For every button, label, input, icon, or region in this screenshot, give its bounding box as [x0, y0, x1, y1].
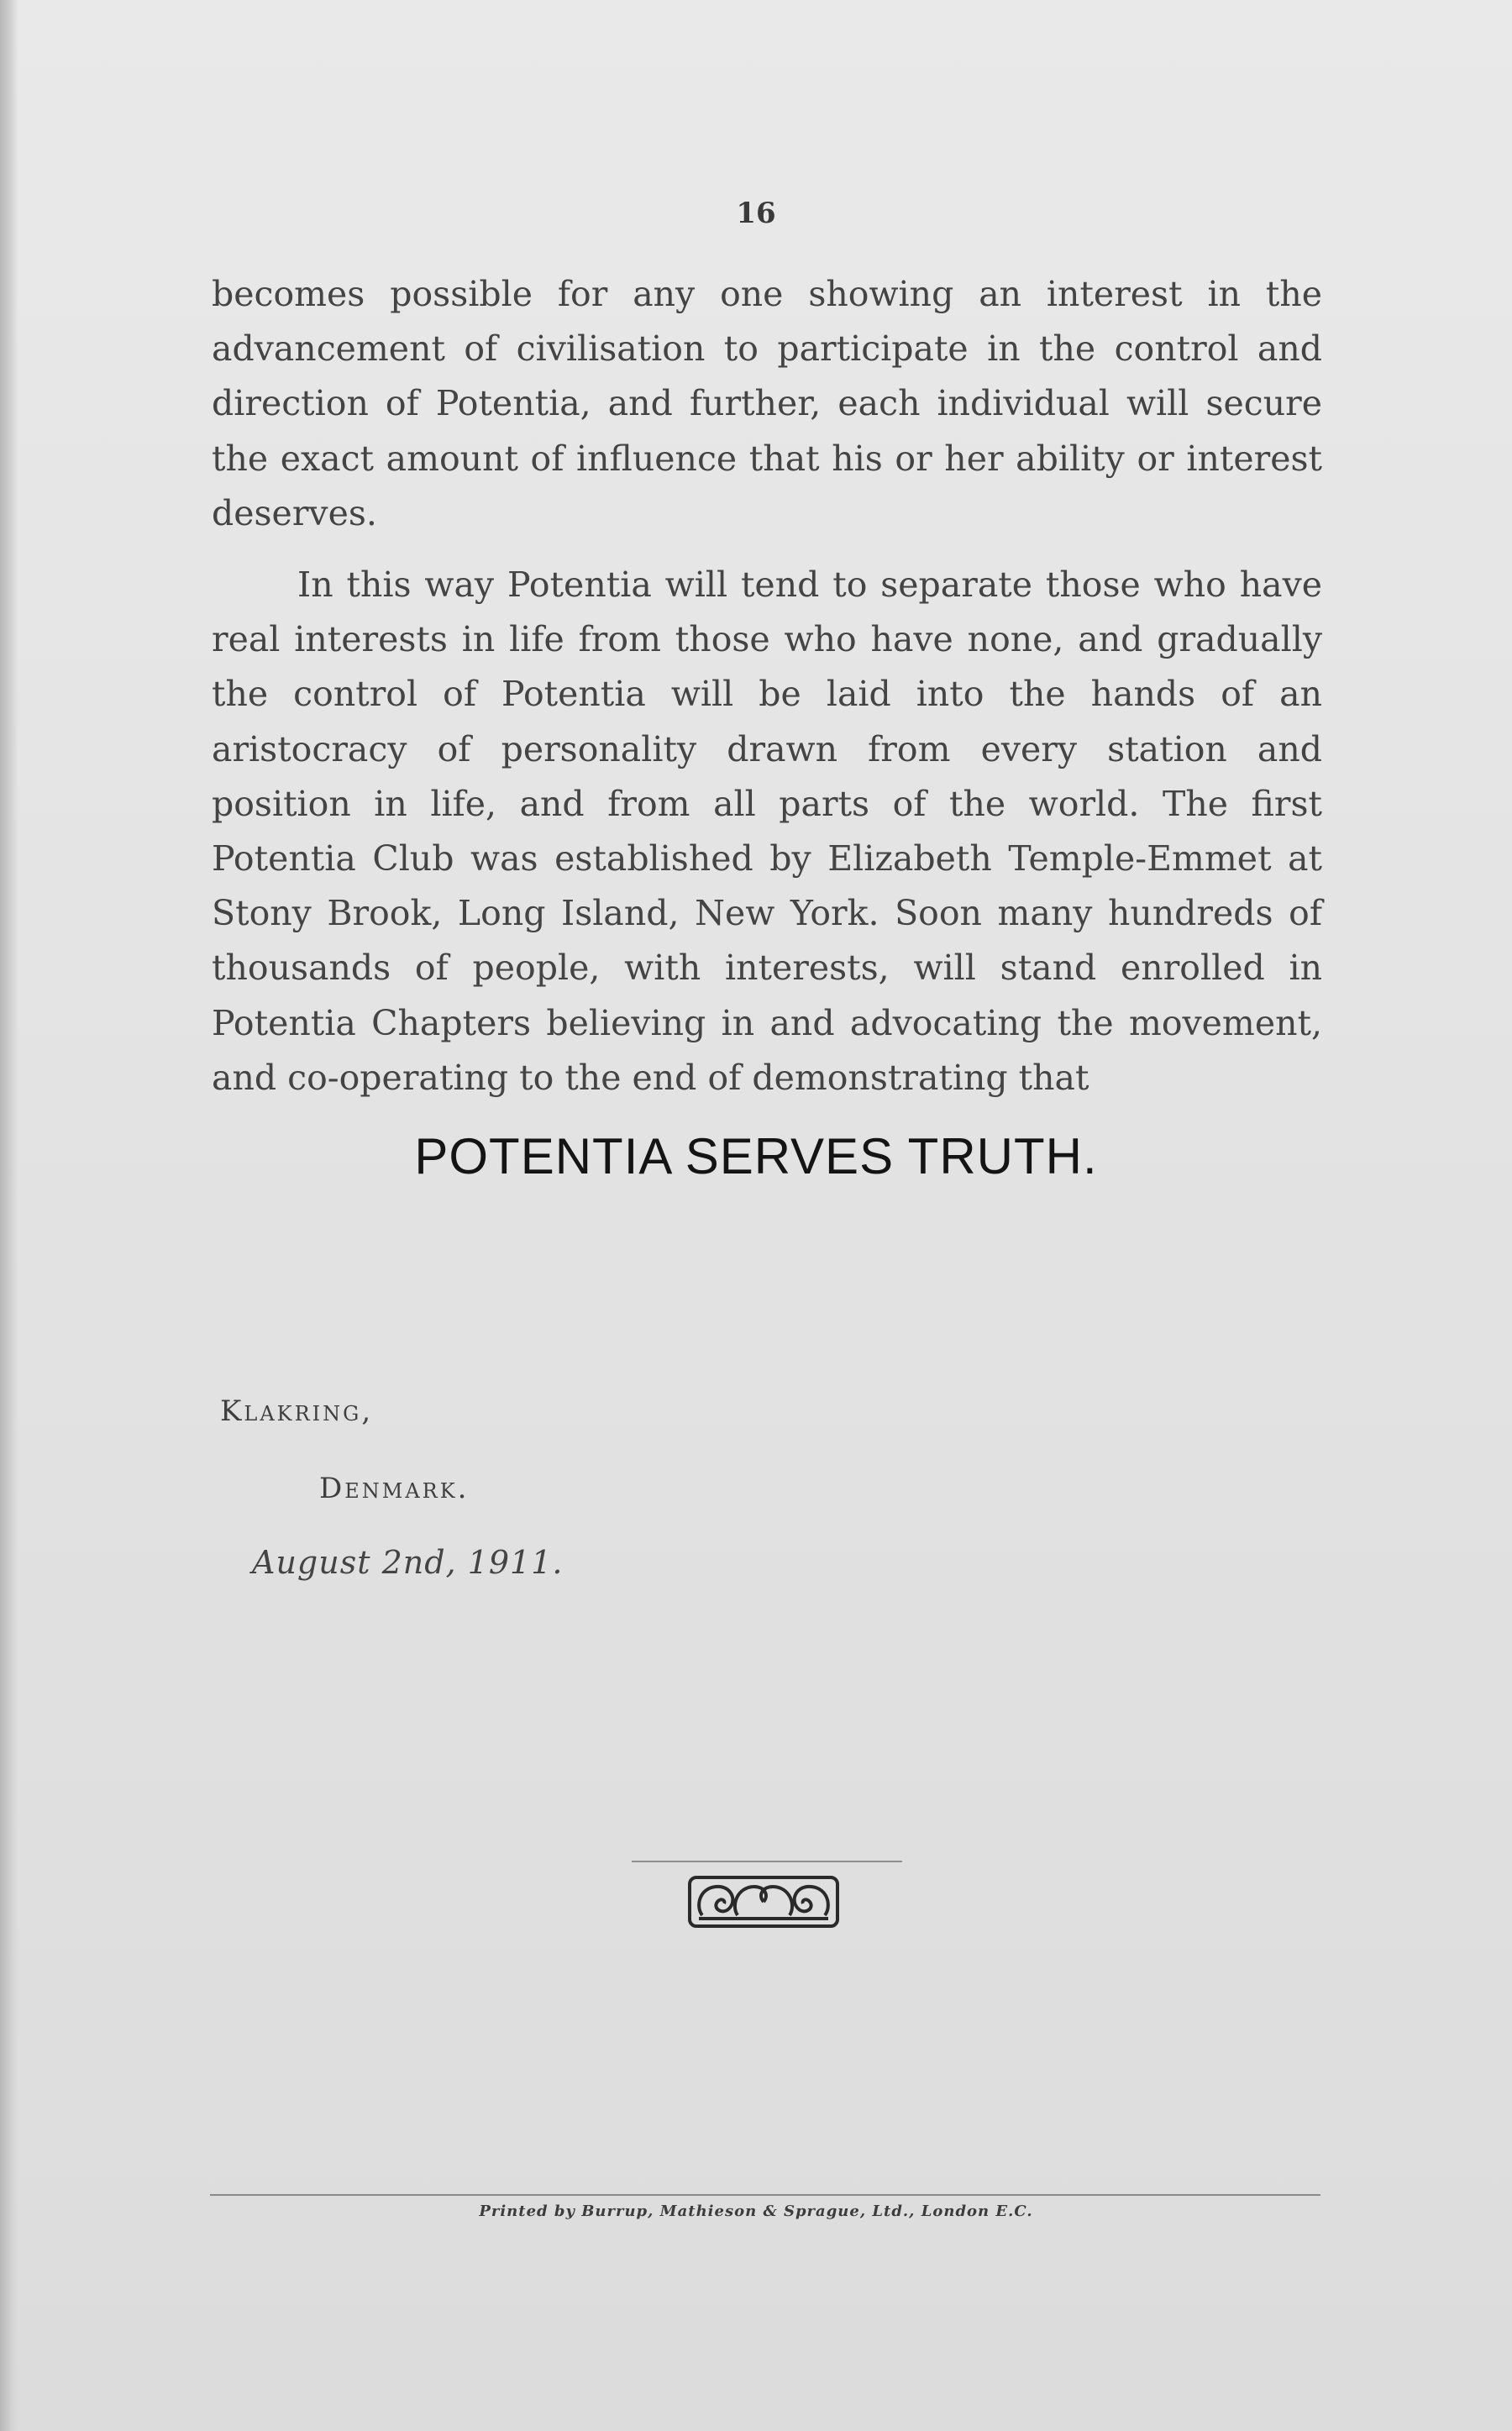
page-number: 16 — [736, 197, 776, 230]
signature-date: August 2nd, 1911. — [252, 1544, 564, 1581]
printer-imprint: Printed by Burrup, Mathieson & Sprague, Ltd., London E.C. — [479, 2203, 1033, 2220]
scroll-ornament-icon — [687, 1875, 840, 1929]
ornament-rule — [632, 1861, 902, 1862]
signature-place-line1: Klakring, — [220, 1394, 374, 1428]
paragraph-continuation: becomes possible for any one showing an interest in the advancement of civilisation to participate in the control and direction of Potentia, and further, each individual will secure the exact amount of influence that his or her ability or interest deserves. — [212, 274, 1322, 533]
page-gutter-shadow — [0, 0, 18, 2431]
paragraph-potentia-clubs: In this way Potentia will tend to separate those who have real interests in life from those who have none, and gradually the control of Potentia will be laid into the hands of an aristocracy of personality drawn from every station and position in life, and from all parts of the world. The first Potentia Club was established by Elizabeth Temple-Emmet at Stony Brook, Long Island, New York. Soon many hundreds of thousands of people, with interests, will stand enrolled in Potentia Chapters believing in and advocating the movement, and co-operating to the end of demonstrating that — [212, 564, 1322, 1098]
signature-place-line2: Denmark. — [319, 1472, 470, 1505]
footer-rule — [210, 2194, 1320, 2196]
body-text — [212, 267, 1322, 1122]
headline-motto: POTENTIA SERVES TRUTH. — [414, 1128, 1098, 1184]
